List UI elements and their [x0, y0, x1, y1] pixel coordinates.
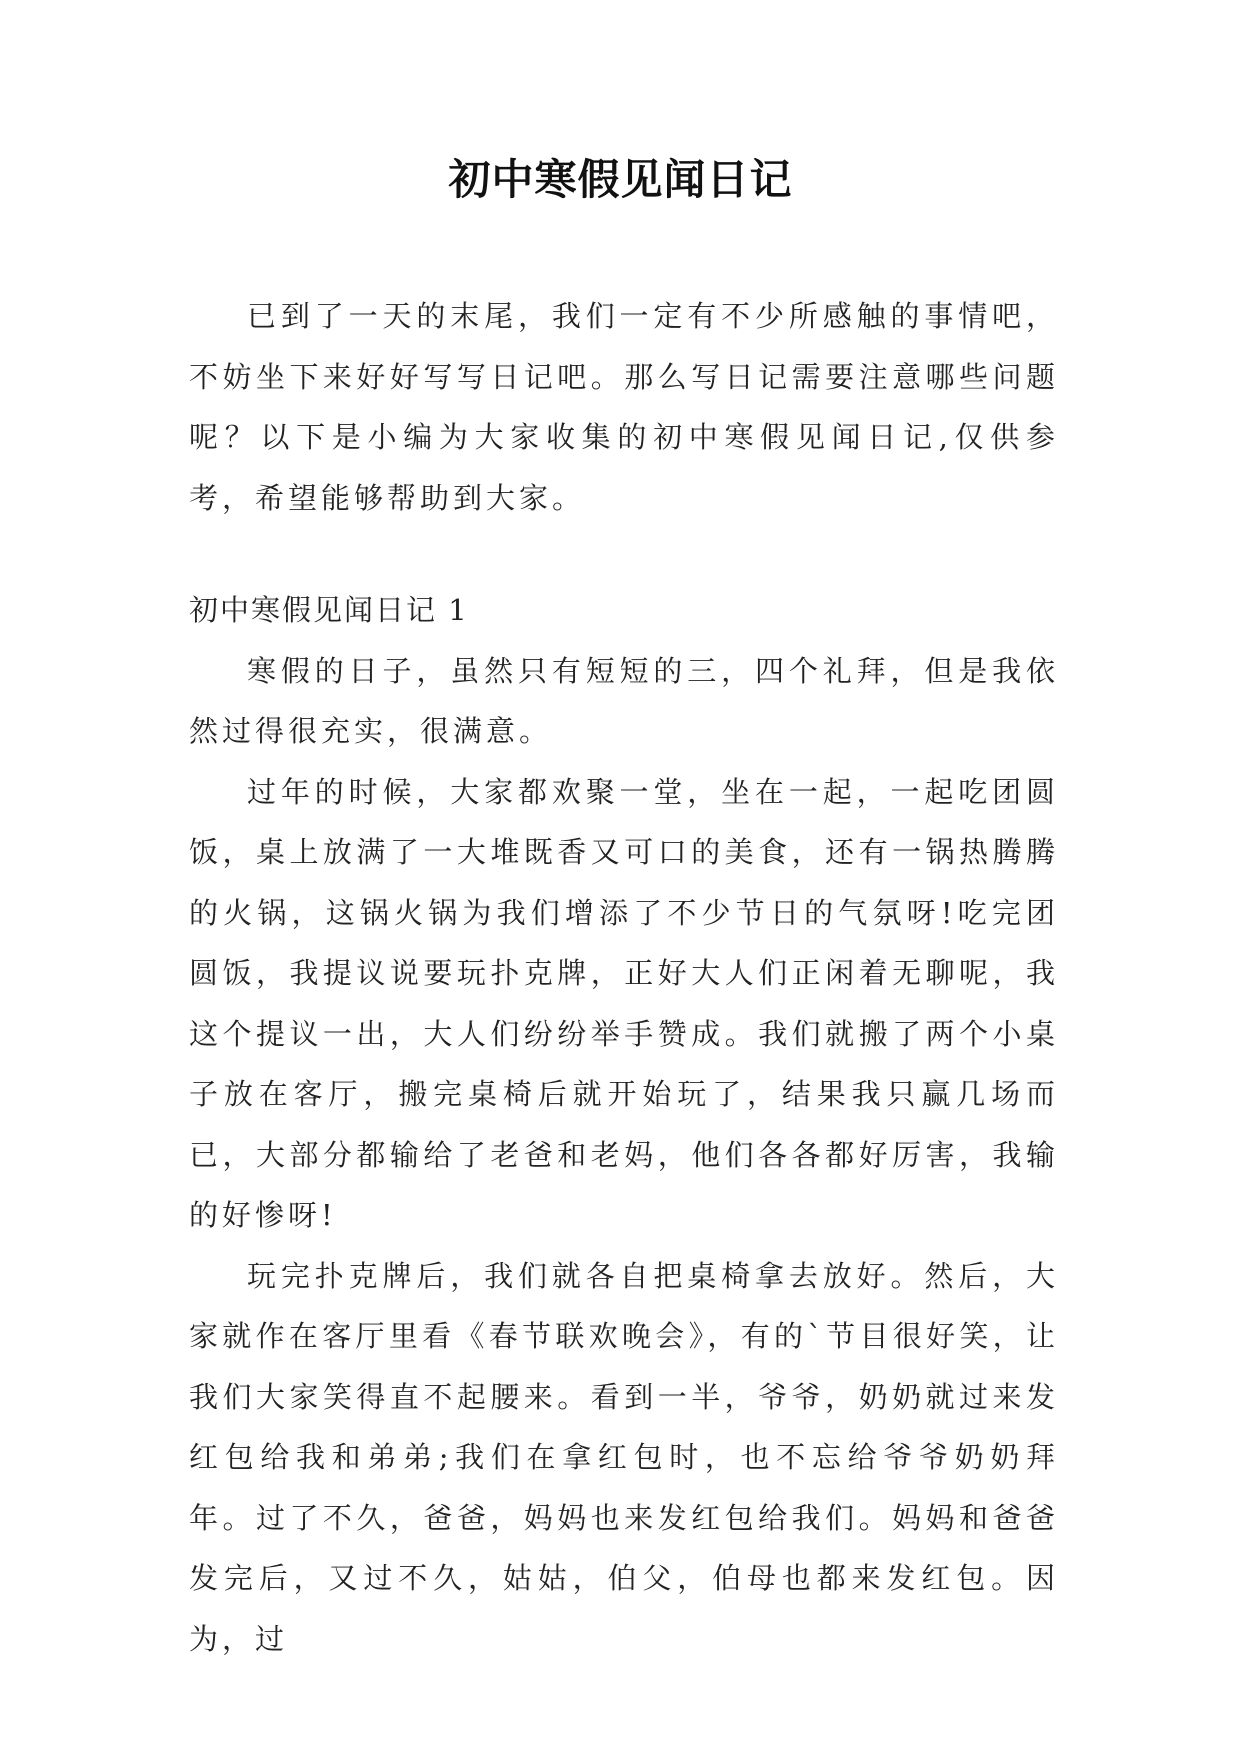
intro-paragraph: 已到了一天的末尾，我们一定有不少所感触的事情吧，不妨坐下来好好写写日记吧。那么写日记需要注意哪些问题呢？以下是小编为大家收集的初中寒假见闻日记,仅供参考，希望能够帮助到大家。 — [189, 299, 1059, 515]
page-title: 初中寒假见闻日记 — [448, 155, 793, 204]
diary-section — [189, 580, 1059, 1669]
section-paragraph: 过年的时候，大家都欢聚一堂，坐在一起，一起吃团圆饭，桌上放满了一大堆既香又可口的美食，还有一锅热腾腾的火锅，这锅火锅为我们增添了不少节日的气氛呀!吃完团圆饭，我提议说要玩扑克牌，正好大人们正闲着无聊呢，我这个提议一出，大人们纷纷举手赞成。我们就搬了两个小桌子放在客厅，搬完桌椅后就开始玩了，结果我只赢几场而已，大部分都输给了老爸和老妈，他们各各都好厉害，我输的好惨呀! — [189, 774, 1059, 1232]
section-paragraph: 寒假的日子，虽然只有短短的三，四个礼拜，但是我依然过得很充实，很满意。 — [189, 653, 1059, 748]
section-heading: 初中寒假见闻日记 1 — [189, 593, 469, 627]
section-paragraph: 玩完扑克牌后，我们就各自把桌椅拿去放好。然后，大家就作在客厅里看《春节联欢晚会》，有的`节目很好笑，让我们大家笑得直不起腰来。看到一半，爷爷，奶奶就过来发红包给我和弟弟;我们在拿红包时，也不忘给爷爷奶奶拜年。过了不久，爸爸，妈妈也来发红包给我们。妈妈和爸爸发完后，又过不久，姑姑，伯父，伯母也都来发红包。因为，过 — [189, 1258, 1059, 1656]
intro-text-block — [189, 286, 1059, 528]
